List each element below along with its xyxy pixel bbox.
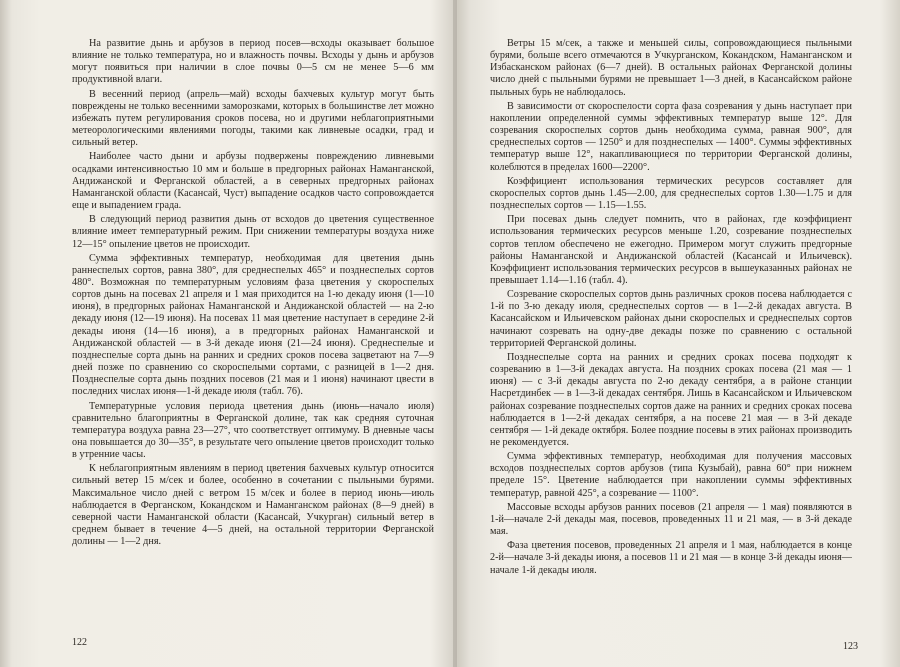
left-page <box>72 38 434 550</box>
paragraph: В зависимости от скороспелости сорта фаза созревания у дынь наступает при накоплении определенной суммы эффективных температур выше 12°. Для созревания скороспелых сортов дынь необходима сумма, равная 900°, для среднеспелых сортов — 1250° и для позднеспелых — 1400°. Суммы эффективных температур выше 12°, накапливающиеся по территории Ферганской долины, колеблются в пределах 1600—2200°. <box>490 100 852 173</box>
paragraph: Сумма эффективных температур, необходимая для цветения дынь раннеспелых сортов, равна 380°, для среднеспелых 465° и позднеспелых сортов 480°. Возможная по температурным условиям фаза цветения у скороспелых сортов дынь на посевах 21 апреля и 1 мая приходится на 1-ю декаду июня (1—10 июня), в предгорных районах Наманганской и Андижанской областей — на 2-ю декаду июня (12—19 июня). На посевах 11 мая цветение наступает в середине 2-й декады июня (14—16 июня), а в предгорных районах Наманганской и Андижанской областей — в 3-й декаде июня (21—24 июня). Среднеспелые и позднеспелые сорта дынь на ранних и средних сроков посева зацветают на 7—9 дней позже по сравнению со скороспелыми сортами, с разницей в 1—2 дня. Позднеспелые сорта дынь поздних посевов (21 мая и 1 июня) начинают цвести в последних числах июня—1-й декаде июля (табл. 76). <box>72 252 434 398</box>
page-number-right: 123 <box>843 641 858 652</box>
paragraph: Температурные условия периода цветения дынь (июнь—начало июля) сравнительно благоприятны в Ферганской долине, так как средняя суточная температура воздуха равна 23—27°, что соответствует оптимуму. В дневные часы она повышается до 30—35°, в результате чего опыление цветов происходит только в утренние часы. <box>72 400 434 461</box>
right-page <box>490 38 852 579</box>
paragraph: Сумма эффективных температур, необходимая для получения массовых всходов позднеспелых сортов арбузов (типа Кузыбай), равна 60° при нижнем пределе 15°. Цветение наблюдается при накоплении суммы эффективных температур, равной 425°, а созревание — 1100°. <box>490 451 852 499</box>
page-number-left: 122 <box>72 637 87 648</box>
paragraph: В следующий период развития дынь от всходов до цветения существенное влияние имеет температурный режим. При снижении температуры воздуха ниже 12—15° опыление цветов не происходит. <box>72 214 434 250</box>
paragraph: Коэффициент использования термических ресурсов составляет для скороспелых сортов дынь 1.45—2.00, для среднеспелых сортов 1.30—1.75 и для позднеспелых сортов — 1.15—1.55. <box>490 175 852 212</box>
paragraph: Позднеспелые сорта на ранних и средних сроках посева подходят к созреванию в 1—3-й декадах августа. На поздних сроках посева (21 мая — 1 июня) — с 3-й декады августа по 2-ю декаду сентября, а в районе станции Насретдинбек — в 1—3-й декадах сентября. Лишь в Касансайском и Ильичевском районах созревание позднеспелых сортов даже на ранних и средних сроках посева наблюдается в 1—2-й декадах сентября, а на посеве 21 мая — в 3-й декаде сентября — 1-й декаде октября. Более поздние посевы в этих районах производить не рекомендуется. <box>490 351 852 448</box>
paragraph: Ветры 15 м/сек, а также и меньшей силы, сопровождающиеся пыльными бурями, больше всего отмечаются в Учкурганском, Кокандском, Наманганском и Избасканском районах (6—7 дней). В остальных районах Ферганской долины число дней с пыльными бурями не превышает 1—3 дней, в Касансайском районе пыльных бурь не наблюдалось. <box>490 38 852 98</box>
paragraph: При посевах дынь следует помнить, что в районах, где коэффициент использования термических ресурсов меньше 1.20, созревание позднеспелых сортов теплом обеспечено не ежегодно. Примером могут служить предгорные районы Наманганской и Андижанской областей (Касансай и Ильичевск). Коэффициент использования термических ресурсов в вышеуказанных районах не превышает 1.14—1.16 (табл. 4). <box>490 214 852 286</box>
book-gutter <box>453 0 457 667</box>
paragraph: На развитие дынь и арбузов в период посев—всходы оказывает большое влияние не только температура, но и влажность почвы. Всходы у дынь и арбузов могут появиться при наличии в слое почвы 0—5 см не менее 5—6 мм продуктивной влаги. <box>72 38 434 86</box>
paragraph: В весенний период (апрель—май) всходы бахчевых культур могут быть повреждены не только весенними заморозками, которых в большинстве лет можно избежать путем регулирования сроков посева, но и другими неблагоприятными метеорологическими явлениями погоды, такими как ливневые осадки, град и сильный ветер. <box>72 88 434 149</box>
paragraph: Наиболее часто дыни и арбузы подвержены повреждению ливневыми осадками интенсивностью 10 мм и больше в предгорных районах Наманганской, Андижанской и Ферганской областей, а в северных предгорных районах Наманганской области (Касансай, Чуст) выпадение осадков часто сопровождается еще и выпадением града. <box>72 151 434 212</box>
paragraph: Массовые всходы арбузов ранних посевов (21 апреля — 1 мая) появляются в 1-й—начале 2-й декады мая, посевов, проведенных 11 и 21 мая, — в 3-й декаде мая. <box>490 501 852 538</box>
paragraph: Созревание скороспелых сортов дынь различных сроков посева наблюдается с 1-й по 3-ю декаду июля, среднеспелых сортов — в 1—2-й декадах августа. В Касансайском и Ильичевском районах дыни скороспелых и среднеспелых сортов начинают созревать на одну-две декады позже по сравнению с остальной территорией Ферганской долины. <box>490 289 852 349</box>
paragraph: Фаза цветения посевов, проведенных 21 апреля и 1 мая, наблюдается в конце 2-й—начале 3-й декады июня, а посевов 11 и 21 мая — в конце 3-й декады июня—начале 1-й декады июля. <box>490 540 852 576</box>
paragraph: К неблагоприятным явлениям в период цветения бахчевых культур относится сильный ветер 15 м/сек и более, особенно в сочетании с пыльными бурями. Максимальное число дней с ветром 15 м/сек и более в период июнь—июль наблюдается в Ферганском, Кокандском и Наманганском районах (8—9 дней) в северной части Наманганской области (Касансай, Учкурган) сильный ветер в среднем бывает в течение 4—5 дней, на остальной территории Ферганской долины — 1—2 дня. <box>72 463 434 548</box>
